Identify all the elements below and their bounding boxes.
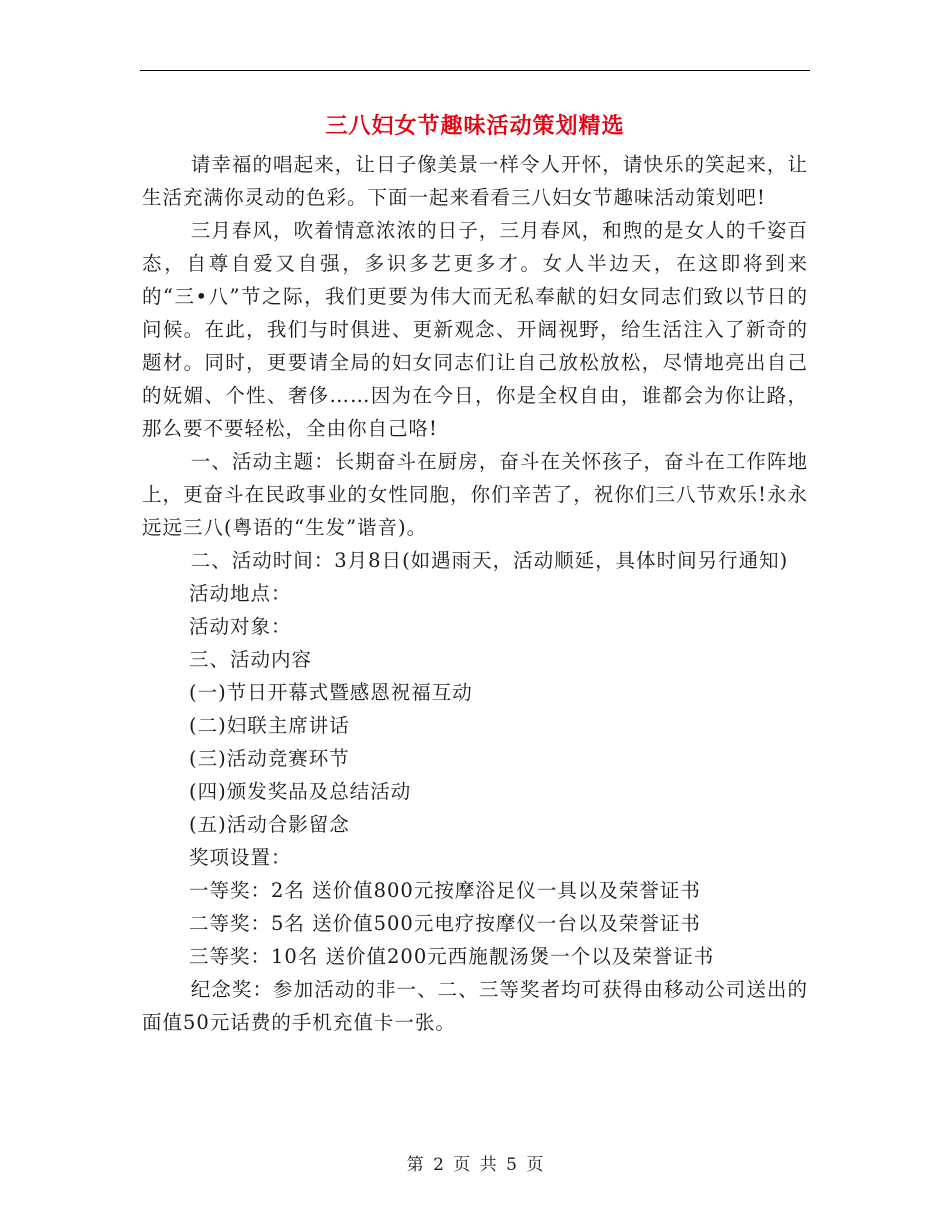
activity-content-heading: 三、活动内容 bbox=[189, 648, 313, 671]
activity-theme-paragraph: 一、活动主题：长期奋斗在厨房，奋斗在关怀孩子，奋斗在工作阵地上，更奋斗在民政事业的女性同胞，你们辛苦了，祝你们三八节欢乐!永永远远三八(粤语的“生发”谐音)。 bbox=[142, 450, 808, 539]
header-rule bbox=[140, 70, 810, 71]
body-paragraph: 三月春风，吹着情意浓浓的日子，三月春风，和煦的是女人的千姿百态，自尊自爱又自强，多识多艺更多才。女人半边天，在这即将到来的“三•八”节之际，我们更要为伟大而无私奉献的妇女同志们致以节日的问候。在此，我们与时俱进、更新观念、开阔视野，给生活注入了新奇的题材。同时，更要请全局的妇女同志们让自己放松放松，尽情地亮出自己的妩媚、个性、奢侈……因为在今日，你是全权自由，谁都会为你让路，那么要不要轻松，全由你自己咯! bbox=[142, 219, 808, 440]
document-body bbox=[142, 148, 808, 1039]
activity-audience-line: 活动对象： bbox=[189, 615, 292, 638]
list-item: (一)节日开幕式暨感恩祝福互动 bbox=[189, 681, 473, 704]
awards-heading: 奖项设置： bbox=[189, 846, 292, 869]
third-prize-line: 三等奖：10名 送价值200元西施靓汤煲一个以及荣誉证书 bbox=[189, 945, 715, 968]
intro-paragraph: 请幸福的唱起来，让日子像美景一样令人开怀，请快乐的笑起来，让生活充满你灵动的色彩。下面一起来看看三八妇女节趣味活动策划吧! bbox=[142, 153, 808, 209]
activity-time-paragraph: 二、活动时间：3月8日(如遇雨天，活动顺延，具体时间另行通知) bbox=[190, 549, 789, 572]
list-item: (三)活动竞赛环节 bbox=[189, 747, 350, 770]
list-item: (二)妇联主席讲话 bbox=[189, 714, 350, 737]
commemorative-prize-paragraph: 纪念奖：参加活动的非一、二、三等奖者均可获得由移动公司送出的面值50元话费的手机充值卡一张。 bbox=[142, 978, 808, 1034]
first-prize-line: 一等奖：2名 送价值800元按摩浴足仪一具以及荣誉证书 bbox=[189, 879, 701, 902]
document-title: 三八妇女节趣味活动策划精选 bbox=[325, 113, 625, 139]
activity-location-line: 活动地点： bbox=[189, 582, 292, 605]
page-number: 第 2 页 共 5 页 bbox=[406, 1155, 544, 1175]
list-item: (五)活动合影留念 bbox=[189, 813, 350, 836]
list-item: (四)颁发奖品及总结活动 bbox=[189, 780, 412, 803]
second-prize-line: 二等奖：5名 送价值500元电疗按摩仪一台以及荣誉证书 bbox=[189, 912, 701, 935]
